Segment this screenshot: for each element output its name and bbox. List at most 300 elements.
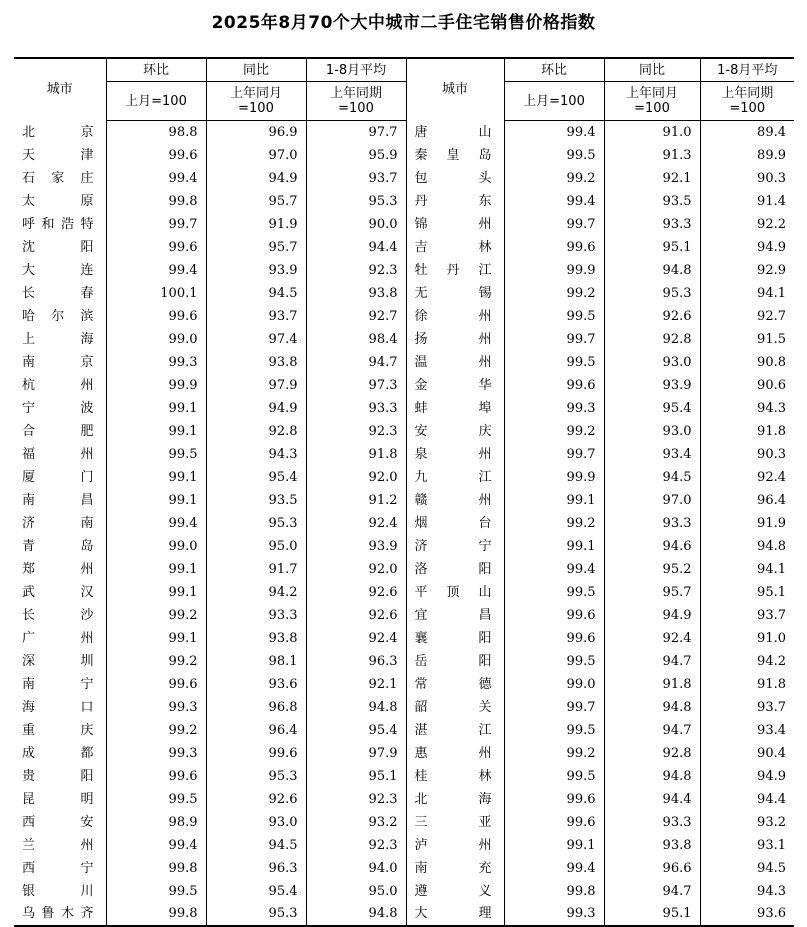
mom-right-cell: 99.5 xyxy=(504,581,604,604)
yoy-left-cell: 95.7 xyxy=(206,190,306,213)
table-row xyxy=(14,719,794,742)
table-row xyxy=(14,282,794,305)
avg-left-cell: 92.6 xyxy=(306,581,406,604)
mom-right-cell: 99.9 xyxy=(504,466,604,489)
mom-left-cell: 99.1 xyxy=(106,420,206,443)
avg-left-cell: 95.3 xyxy=(306,190,406,213)
avg-left-cell: 92.0 xyxy=(306,558,406,581)
mom-right-cell: 99.2 xyxy=(504,742,604,765)
avg-left-cell: 95.1 xyxy=(306,765,406,788)
avg-right-cell: 94.1 xyxy=(700,558,794,581)
mom-right-cell: 99.4 xyxy=(504,190,604,213)
mom-left-cell: 99.6 xyxy=(106,673,206,696)
mom-left-cell: 99.5 xyxy=(106,880,206,903)
mom-right-cell: 99.0 xyxy=(504,673,604,696)
avg-left-cell: 93.9 xyxy=(306,535,406,558)
yoy-right-cell: 94.4 xyxy=(604,788,700,811)
mom-right-cell: 99.9 xyxy=(504,259,604,282)
avg-left-cell: 92.3 xyxy=(306,259,406,282)
avg-left-cell: 94.0 xyxy=(306,857,406,880)
city-left-cell: 重庆 xyxy=(22,723,94,738)
table-row xyxy=(14,190,794,213)
city-right-cell: 九江 xyxy=(406,466,504,489)
city-left-cell: 长沙 xyxy=(22,608,94,623)
city-right-cell: 徐州 xyxy=(406,305,504,328)
mom-left-cell: 99.1 xyxy=(106,466,206,489)
avg-right-cell: 91.4 xyxy=(700,190,794,213)
city-left-cell: 青岛 xyxy=(22,539,94,554)
city-left-cell: 杭州 xyxy=(22,378,94,393)
avg-left-cell: 93.7 xyxy=(306,167,406,190)
city-left-cell: 天津 xyxy=(22,148,94,163)
mom-left-cell: 99.4 xyxy=(106,834,206,857)
avg-right-cell: 91.5 xyxy=(700,328,794,351)
mom-right-cell: 99.5 xyxy=(504,719,604,742)
table-row xyxy=(14,259,794,282)
avg-right-cell: 91.8 xyxy=(700,420,794,443)
city-right-cell: 岳阳 xyxy=(406,650,504,673)
mom-right-cell: 99.7 xyxy=(504,443,604,466)
header-yoy-left: 同比 xyxy=(206,58,306,82)
avg-left-cell: 91.8 xyxy=(306,443,406,466)
city-left-cell: 昆明 xyxy=(22,792,94,807)
yoy-right-cell: 92.1 xyxy=(604,167,700,190)
mom-right-cell: 99.1 xyxy=(504,834,604,857)
city-right-cell: 唐山 xyxy=(406,121,504,145)
table-row xyxy=(14,328,794,351)
table-row xyxy=(14,236,794,259)
mom-right-cell: 99.2 xyxy=(504,512,604,535)
yoy-left-cell: 93.8 xyxy=(206,627,306,650)
city-left-cell: 沈阳 xyxy=(22,240,94,255)
mom-left-cell: 99.1 xyxy=(106,489,206,512)
avg-right-cell: 94.1 xyxy=(700,282,794,305)
mom-left-cell: 99.4 xyxy=(106,259,206,282)
table-row xyxy=(14,857,794,880)
mom-right-cell: 99.1 xyxy=(504,535,604,558)
header-avg-base-right: 上年同期 =100 xyxy=(700,82,794,121)
city-left-cell: 太原 xyxy=(22,194,94,209)
city-right-cell: 包头 xyxy=(406,167,504,190)
mom-left-cell: 99.4 xyxy=(106,512,206,535)
avg-left-cell: 92.4 xyxy=(306,627,406,650)
yoy-right-cell: 94.6 xyxy=(604,535,700,558)
yoy-right-cell: 93.3 xyxy=(604,213,700,236)
yoy-right-cell: 91.3 xyxy=(604,144,700,167)
city-right-cell: 金华 xyxy=(406,374,504,397)
city-right-cell: 遵义 xyxy=(406,880,504,903)
city-right-cell: 宜昌 xyxy=(406,604,504,627)
yoy-right-cell: 97.0 xyxy=(604,489,700,512)
avg-right-cell: 93.7 xyxy=(700,604,794,627)
yoy-left-cell: 96.9 xyxy=(206,121,306,145)
city-right-cell: 桂林 xyxy=(406,765,504,788)
avg-right-cell: 91.8 xyxy=(700,673,794,696)
avg-right-cell: 90.8 xyxy=(700,351,794,374)
mom-left-cell: 99.9 xyxy=(106,374,206,397)
yoy-left-cell: 95.4 xyxy=(206,880,306,903)
header-mom-left: 环比 xyxy=(106,58,206,82)
avg-right-cell: 94.9 xyxy=(700,236,794,259)
header-city-left: 城市 xyxy=(14,58,106,121)
avg-left-cell: 95.9 xyxy=(306,144,406,167)
city-left-cell: 南宁 xyxy=(22,677,94,692)
table-row xyxy=(14,880,794,903)
table-row xyxy=(14,144,794,167)
yoy-left-cell: 96.4 xyxy=(206,719,306,742)
city-left-cell: 福州 xyxy=(22,447,94,462)
avg-left-cell: 94.8 xyxy=(306,903,406,926)
mom-right-cell: 99.3 xyxy=(504,903,604,926)
city-left-cell: 深圳 xyxy=(22,654,94,669)
avg-right-cell: 93.2 xyxy=(700,811,794,834)
table-row xyxy=(14,604,794,627)
avg-left-cell: 92.3 xyxy=(306,834,406,857)
table-row xyxy=(14,903,794,926)
avg-left-cell: 93.2 xyxy=(306,811,406,834)
avg-right-cell: 94.9 xyxy=(700,765,794,788)
mom-left-cell: 99.6 xyxy=(106,305,206,328)
mom-right-cell: 99.8 xyxy=(504,880,604,903)
avg-left-cell: 97.7 xyxy=(306,121,406,145)
mom-right-cell: 99.7 xyxy=(504,696,604,719)
yoy-right-cell: 93.4 xyxy=(604,443,700,466)
mom-left-cell: 98.8 xyxy=(106,121,206,145)
yoy-right-cell: 96.6 xyxy=(604,857,700,880)
mom-right-cell: 99.7 xyxy=(504,328,604,351)
city-right-cell: 烟台 xyxy=(406,512,504,535)
city-right-cell: 韶关 xyxy=(406,696,504,719)
yoy-left-cell: 93.7 xyxy=(206,305,306,328)
table-row xyxy=(14,765,794,788)
yoy-right-cell: 93.5 xyxy=(604,190,700,213)
mom-right-cell: 99.5 xyxy=(504,765,604,788)
yoy-right-cell: 94.8 xyxy=(604,696,700,719)
yoy-left-cell: 94.9 xyxy=(206,397,306,420)
avg-left-cell: 92.3 xyxy=(306,420,406,443)
city-left-cell: 北京 xyxy=(22,124,94,140)
avg-right-cell: 91.9 xyxy=(700,512,794,535)
avg-left-cell: 97.3 xyxy=(306,374,406,397)
yoy-right-cell: 94.7 xyxy=(604,650,700,673)
avg-left-cell: 96.3 xyxy=(306,650,406,673)
yoy-left-cell: 92.6 xyxy=(206,788,306,811)
mom-left-cell: 99.5 xyxy=(106,443,206,466)
yoy-right-cell: 93.0 xyxy=(604,351,700,374)
city-right-cell: 泉州 xyxy=(406,443,504,466)
header-mom-base-left: 上月=100 xyxy=(106,82,206,121)
yoy-right-cell: 93.0 xyxy=(604,420,700,443)
avg-left-cell: 97.9 xyxy=(306,742,406,765)
table-row xyxy=(14,788,794,811)
mom-left-cell: 99.1 xyxy=(106,581,206,604)
mom-right-cell: 99.6 xyxy=(504,236,604,259)
mom-right-cell: 99.5 xyxy=(504,305,604,328)
table-row xyxy=(14,167,794,190)
table-row xyxy=(14,696,794,719)
avg-left-cell: 92.4 xyxy=(306,512,406,535)
avg-left-cell: 92.0 xyxy=(306,466,406,489)
mom-right-cell: 99.6 xyxy=(504,627,604,650)
avg-left-cell: 92.1 xyxy=(306,673,406,696)
avg-right-cell: 94.2 xyxy=(700,650,794,673)
yoy-left-cell: 91.7 xyxy=(206,558,306,581)
city-right-cell: 惠州 xyxy=(406,742,504,765)
mom-left-cell: 99.6 xyxy=(106,765,206,788)
city-right-cell: 安庆 xyxy=(406,420,504,443)
header-yoy-base-right: 上年同月 =100 xyxy=(604,82,700,121)
yoy-right-cell: 93.9 xyxy=(604,374,700,397)
table-row xyxy=(14,650,794,673)
city-right-cell: 平顶山 xyxy=(406,581,504,604)
yoy-left-cell: 94.9 xyxy=(206,167,306,190)
avg-right-cell: 94.5 xyxy=(700,857,794,880)
city-left-cell: 长春 xyxy=(22,286,94,301)
mom-left-cell: 99.3 xyxy=(106,351,206,374)
yoy-right-cell: 92.6 xyxy=(604,305,700,328)
yoy-left-cell: 99.6 xyxy=(206,742,306,765)
mom-right-cell: 99.5 xyxy=(504,351,604,374)
header-avg-base-left: 上年同期 =100 xyxy=(306,82,406,121)
city-left-cell: 呼和浩特 xyxy=(22,217,94,232)
mom-left-cell: 99.6 xyxy=(106,144,206,167)
mom-left-cell: 99.3 xyxy=(106,696,206,719)
avg-left-cell: 94.7 xyxy=(306,351,406,374)
yoy-left-cell: 94.3 xyxy=(206,443,306,466)
mom-right-cell: 99.4 xyxy=(504,857,604,880)
avg-right-cell: 92.2 xyxy=(700,213,794,236)
mom-right-cell: 99.7 xyxy=(504,213,604,236)
city-right-cell: 济宁 xyxy=(406,535,504,558)
mom-left-cell: 99.5 xyxy=(106,788,206,811)
city-left-cell: 西宁 xyxy=(22,861,94,876)
city-left-cell: 哈尔滨 xyxy=(22,309,94,324)
table-row xyxy=(14,351,794,374)
table-row xyxy=(14,374,794,397)
city-right-cell: 泸州 xyxy=(406,834,504,857)
city-right-cell: 湛江 xyxy=(406,719,504,742)
yoy-left-cell: 94.5 xyxy=(206,282,306,305)
avg-right-cell: 90.4 xyxy=(700,742,794,765)
yoy-right-cell: 93.3 xyxy=(604,512,700,535)
avg-right-cell: 96.4 xyxy=(700,489,794,512)
city-right-cell: 襄阳 xyxy=(406,627,504,650)
avg-left-cell: 92.7 xyxy=(306,305,406,328)
table-header xyxy=(14,58,794,121)
yoy-right-cell: 95.4 xyxy=(604,397,700,420)
yoy-right-cell: 92.4 xyxy=(604,627,700,650)
mom-left-cell: 99.4 xyxy=(106,167,206,190)
city-left-cell: 乌鲁木齐 xyxy=(14,903,106,926)
yoy-left-cell: 95.3 xyxy=(206,512,306,535)
avg-right-cell: 93.7 xyxy=(700,696,794,719)
avg-left-cell: 93.3 xyxy=(306,397,406,420)
yoy-left-cell: 97.0 xyxy=(206,144,306,167)
mom-right-cell: 99.6 xyxy=(504,604,604,627)
city-left-cell: 西安 xyxy=(22,815,94,830)
avg-right-cell: 94.8 xyxy=(700,535,794,558)
city-right-cell: 南充 xyxy=(406,857,504,880)
avg-right-cell: 92.9 xyxy=(700,259,794,282)
avg-right-cell: 90.3 xyxy=(700,167,794,190)
yoy-right-cell: 95.7 xyxy=(604,581,700,604)
yoy-left-cell: 96.3 xyxy=(206,857,306,880)
avg-left-cell: 94.4 xyxy=(306,236,406,259)
city-left-cell: 武汉 xyxy=(22,585,94,600)
city-right-cell: 常德 xyxy=(406,673,504,696)
city-left-cell: 南京 xyxy=(22,355,94,370)
yoy-left-cell: 96.8 xyxy=(206,696,306,719)
mom-right-cell: 99.2 xyxy=(504,282,604,305)
yoy-right-cell: 95.2 xyxy=(604,558,700,581)
avg-left-cell: 95.0 xyxy=(306,880,406,903)
header-city-right: 城市 xyxy=(406,58,504,121)
table-row xyxy=(14,420,794,443)
yoy-left-cell: 93.8 xyxy=(206,351,306,374)
mom-right-cell: 99.6 xyxy=(504,788,604,811)
avg-left-cell: 98.4 xyxy=(306,328,406,351)
table-row xyxy=(14,811,794,834)
mom-right-cell: 99.2 xyxy=(504,420,604,443)
city-left-cell: 宁波 xyxy=(22,401,94,416)
mom-right-cell: 99.5 xyxy=(504,144,604,167)
avg-right-cell: 95.1 xyxy=(700,581,794,604)
table-row xyxy=(14,466,794,489)
avg-left-cell: 93.8 xyxy=(306,282,406,305)
table-row xyxy=(14,742,794,765)
header-yoy-base-left: 上年同月 =100 xyxy=(206,82,306,121)
yoy-right-cell: 95.1 xyxy=(604,903,700,926)
table-row xyxy=(14,489,794,512)
city-right-cell: 锦州 xyxy=(406,213,504,236)
avg-right-cell: 89.9 xyxy=(700,144,794,167)
city-right-cell: 吉林 xyxy=(406,236,504,259)
price-index-table xyxy=(14,57,794,927)
yoy-left-cell: 94.5 xyxy=(206,834,306,857)
city-left-cell: 海口 xyxy=(22,700,94,715)
table-row xyxy=(14,443,794,466)
city-right-cell: 丹东 xyxy=(406,190,504,213)
avg-right-cell: 93.4 xyxy=(700,719,794,742)
table-row xyxy=(14,397,794,420)
mom-right-cell: 99.6 xyxy=(504,374,604,397)
mom-left-cell: 99.2 xyxy=(106,719,206,742)
yoy-right-cell: 95.3 xyxy=(604,282,700,305)
city-left-cell: 大连 xyxy=(22,263,94,278)
city-left-cell: 南昌 xyxy=(22,493,94,508)
mom-left-cell: 99.0 xyxy=(106,328,206,351)
city-left-cell: 郑州 xyxy=(22,562,94,577)
yoy-left-cell: 95.3 xyxy=(206,903,306,926)
mom-left-cell: 99.8 xyxy=(106,190,206,213)
avg-right-cell: 94.3 xyxy=(700,880,794,903)
mom-left-cell: 99.1 xyxy=(106,558,206,581)
table-row xyxy=(14,627,794,650)
city-right-cell: 牡丹江 xyxy=(406,259,504,282)
table-row xyxy=(14,834,794,857)
yoy-right-cell: 91.8 xyxy=(604,673,700,696)
yoy-left-cell: 93.3 xyxy=(206,604,306,627)
header-avg-right: 1-8月平均 xyxy=(700,58,794,82)
avg-left-cell: 94.8 xyxy=(306,696,406,719)
header-mom-base-right: 上月=100 xyxy=(504,82,604,121)
yoy-right-cell: 92.8 xyxy=(604,328,700,351)
city-left-cell: 济南 xyxy=(22,516,94,531)
avg-left-cell: 92.6 xyxy=(306,604,406,627)
yoy-right-cell: 94.9 xyxy=(604,604,700,627)
avg-right-cell: 94.4 xyxy=(700,788,794,811)
city-left-cell: 贵阳 xyxy=(22,769,94,784)
table-row xyxy=(14,305,794,328)
city-left-cell: 石家庄 xyxy=(22,171,94,186)
table-row xyxy=(14,558,794,581)
avg-right-cell: 94.3 xyxy=(700,397,794,420)
city-right-cell: 大理 xyxy=(406,903,504,926)
yoy-right-cell: 95.1 xyxy=(604,236,700,259)
avg-right-cell: 91.0 xyxy=(700,627,794,650)
city-left-cell: 合肥 xyxy=(22,424,94,439)
yoy-left-cell: 92.8 xyxy=(206,420,306,443)
header-yoy-right: 同比 xyxy=(604,58,700,82)
avg-left-cell: 95.4 xyxy=(306,719,406,742)
avg-left-cell: 92.3 xyxy=(306,788,406,811)
table-body xyxy=(14,121,794,927)
yoy-right-cell: 94.7 xyxy=(604,880,700,903)
header-avg-left: 1-8月平均 xyxy=(306,58,406,82)
yoy-left-cell: 93.6 xyxy=(206,673,306,696)
city-right-cell: 三亚 xyxy=(406,811,504,834)
avg-right-cell: 90.3 xyxy=(700,443,794,466)
mom-right-cell: 99.6 xyxy=(504,811,604,834)
city-left-cell: 成都 xyxy=(22,746,94,761)
yoy-left-cell: 91.9 xyxy=(206,213,306,236)
city-left-cell: 厦门 xyxy=(22,470,94,485)
table-row xyxy=(14,512,794,535)
city-right-cell: 洛阳 xyxy=(406,558,504,581)
yoy-right-cell: 94.8 xyxy=(604,765,700,788)
table-row xyxy=(14,121,794,145)
table-row xyxy=(14,535,794,558)
city-right-cell: 赣州 xyxy=(406,489,504,512)
header-mom-right: 环比 xyxy=(504,58,604,82)
city-right-cell: 无锡 xyxy=(406,282,504,305)
yoy-left-cell: 97.4 xyxy=(206,328,306,351)
avg-right-cell: 93.1 xyxy=(700,834,794,857)
city-left-cell: 银川 xyxy=(22,884,94,899)
mom-left-cell: 99.0 xyxy=(106,535,206,558)
avg-left-cell: 91.2 xyxy=(306,489,406,512)
yoy-left-cell: 95.3 xyxy=(206,765,306,788)
avg-right-cell: 89.4 xyxy=(700,121,794,145)
yoy-right-cell: 94.8 xyxy=(604,259,700,282)
yoy-left-cell: 93.9 xyxy=(206,259,306,282)
yoy-right-cell: 93.8 xyxy=(604,834,700,857)
table-row xyxy=(14,213,794,236)
mom-left-cell: 99.2 xyxy=(106,604,206,627)
mom-right-cell: 99.1 xyxy=(504,489,604,512)
avg-right-cell: 92.4 xyxy=(700,466,794,489)
mom-right-cell: 99.4 xyxy=(504,121,604,145)
mom-right-cell: 99.4 xyxy=(504,558,604,581)
mom-right-cell: 99.5 xyxy=(504,650,604,673)
yoy-right-cell: 94.7 xyxy=(604,719,700,742)
mom-left-cell: 99.1 xyxy=(106,627,206,650)
yoy-left-cell: 93.0 xyxy=(206,811,306,834)
yoy-left-cell: 95.0 xyxy=(206,535,306,558)
yoy-left-cell: 94.2 xyxy=(206,581,306,604)
yoy-right-cell: 94.5 xyxy=(604,466,700,489)
avg-right-cell: 93.6 xyxy=(700,903,794,926)
